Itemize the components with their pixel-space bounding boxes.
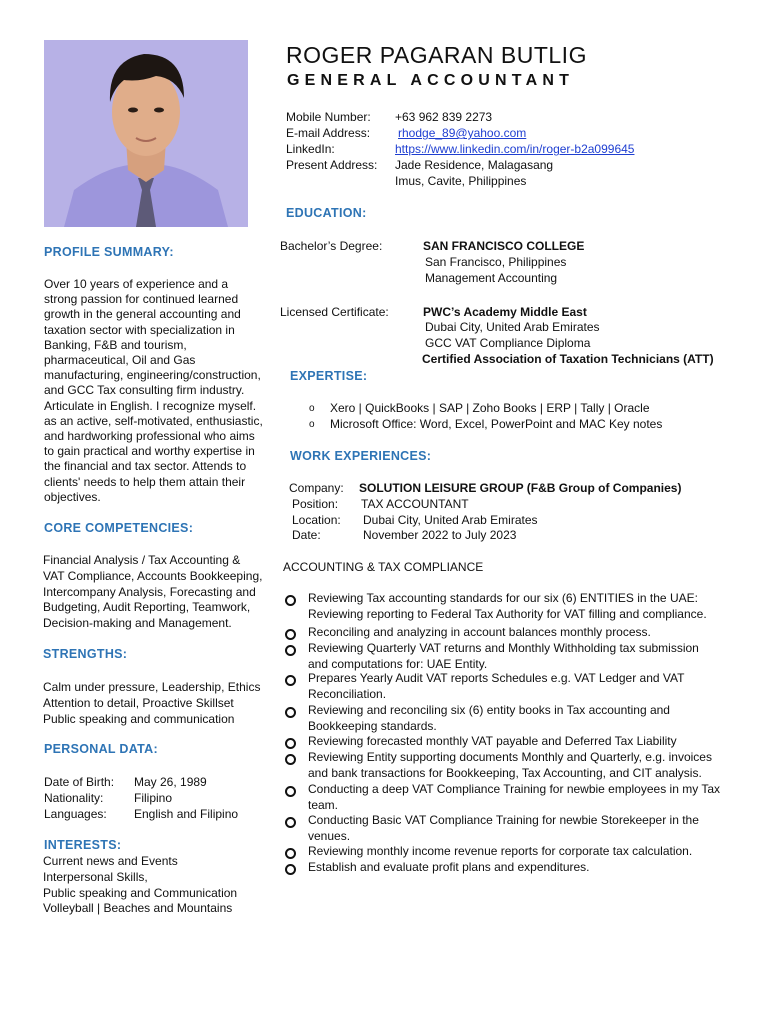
circle-bullet-icon [285,817,296,828]
personal-label: Languages: [44,807,107,821]
cert-school: PWC’s Academy Middle East [423,305,587,319]
duty-line: Reviewing monthly income revenue reports for corporate tax calculation. [308,844,693,858]
duty-line: Reviewing forecasted monthly VAT payable and Deferred Tax Liability [308,734,677,748]
interest-line: Volleyball | Beaches and Mountains [43,901,233,916]
personal-label: Nationality: [44,791,104,805]
education-heading: EDUCATION: [286,206,367,220]
position-value: TAX ACCOUNTANT [361,497,469,511]
strength-line: Attention to detail, Proactive Skillset [43,695,234,710]
expertise-item: Microsoft Office: Word, Excel, PowerPoint and MAC Key notes [330,417,663,431]
competency-line: Decision-making and Management. [43,616,232,631]
duty-line: Reviewing reporting to Federal Tax Authority for VAT filling and compliance. [308,606,707,621]
circle-bullet-icon [285,629,296,640]
cert-label: Licensed Certificate: [280,305,389,319]
duty-line: Reviewing Tax accounting standards for our six (6) ENTITIES in the UAE: [308,591,698,605]
duty-line: team. [308,797,339,812]
circle-bullet-icon [285,707,296,718]
personal-heading: PERSONAL DATA: [44,742,158,756]
duty-line: Reviewing Entity supporting documents Monthly and Quarterly, e.g. invoices [308,750,712,764]
strengths-heading: STRENGTHS: [43,647,128,661]
company-label: Company: [289,481,344,495]
location-label: Location: [292,513,341,527]
profile-line: as an active, self-motivated, enthusiastic, [44,413,263,428]
linkedin-link[interactable]: https://www.linkedin.com/in/roger-b2a099645 [395,142,635,156]
mobile-value: +63 962 839 2273 [395,110,493,124]
interests-heading: INTERESTS: [44,838,122,852]
candidate-name: ROGER PAGARAN BUTLIG [286,42,587,68]
circle-bullet-icon [285,848,296,859]
duty-line: Reconciling and analyzing in account balances monthly process. [308,625,651,639]
profile-line: Banking, F&B and tourism, [44,337,187,352]
job-title: GENERAL ACCOUNTANT [287,72,575,89]
profile-line: growth in the general accounting and [44,307,241,322]
expertise-item: Xero | QuickBooks | SAP | Zoho Books | ERP | Tally | Oracle [330,401,650,415]
profile-line: the financial and tax sector. Attends to [44,459,247,474]
duty-line: and bank transactions for Bookkeeping, Tax Accounting, and CIT analysis. [308,765,702,780]
personal-value: English and Filipino [134,807,239,821]
duty-line: Establish and evaluate profit plans and expenditures. [308,860,590,874]
linkedin-label: LinkedIn: [286,142,335,156]
cert-location: Dubai City, United Arab Emirates [425,320,600,334]
degree-school: SAN FRANCISCO COLLEGE [423,239,585,253]
work-heading: WORK EXPERIENCES: [290,449,432,463]
profile-line: pharmaceutical, Oil and Gas [44,353,196,367]
cert-att: Certified Association of Taxation Technicians (ATT) [422,352,714,366]
personal-label: Date of Birth: [44,775,115,789]
competency-line: Financial Analysis / Tax Accounting & [43,553,241,567]
duty-line: and computations for: UAE Entity. [308,656,488,671]
duty-line: venues. [308,828,351,843]
profile-heading: PROFILE SUMMARY: [44,245,174,259]
interest-line: Current news and Events [43,854,178,868]
degree-major: Management Accounting [425,271,558,285]
interest-line: Public speaking and Communication [43,885,238,900]
person-portrait-image [44,40,248,227]
strength-line: Public speaking and communication [43,711,235,726]
degree-label: Bachelor’s Degree: [280,239,383,253]
position-label: Position: [292,497,339,511]
duty-line: Reviewing and reconciling six (6) entity books in Tax accounting and [308,703,670,717]
profile-line: manufacturing, engineering/construction, [44,368,261,383]
interest-line: Interpersonal Skills, [43,869,148,884]
location-value: Dubai City, United Arab Emirates [363,513,538,527]
competency-line: Budgeting, Audit Reporting, Teamwork, [43,600,251,615]
circle-bullet-icon [285,738,296,749]
competency-line: VAT Compliance, Accounts Bookkeeping, [43,568,263,583]
profile-line: clients' needs to help them attain their [44,474,246,489]
circle-bullet-icon [285,864,296,875]
duty-line: Reconciliation. [308,686,387,701]
profile-line: strong passion for continued learned [44,292,239,307]
circle-bullet-icon [285,595,296,606]
degree-location: San Francisco, Philippines [425,255,567,269]
company-value: SOLUTION LEISURE GROUP (F&B Group of Companies) [359,481,682,495]
profile-line: taxation sector with specialization in [44,322,235,337]
address-line-1: Jade Residence, Malagasang [395,158,554,172]
strength-line: Calm under pressure, Leadership, Ethics [43,680,261,694]
circle-bullet-icon [285,645,296,656]
cert-diploma: GCC VAT Compliance Diploma [425,336,591,350]
profile-line: objectives. [44,489,101,504]
section-title: ACCOUNTING & TAX COMPLIANCE [283,560,484,574]
address-label: Present Address: [286,158,378,172]
duty-line: Bookkeeping standards. [308,718,437,733]
date-value: November 2022 to July 2023 [363,528,517,542]
profile-photo [44,40,248,227]
profile-line: to gain practical and worthy expertise in [44,444,255,459]
email-label: E-mail Address: [286,126,371,140]
duty-line: Conducting Basic VAT Compliance Training for newbie Storekeeper in the [308,813,699,827]
bullet-o-icon: o [309,419,315,430]
profile-line: and hardworking professional who aims [44,429,255,443]
mobile-label: Mobile Number: [286,110,371,124]
personal-value: May 26, 1989 [134,775,207,789]
circle-bullet-icon [285,675,296,686]
date-label: Date: [292,528,321,542]
competencies-heading: CORE COMPETENCIES: [44,521,194,535]
expertise-heading: EXPERTISE: [290,369,368,383]
bullet-o-icon: o [309,403,315,414]
circle-bullet-icon [285,786,296,797]
duty-line: Prepares Yearly Audit VAT reports Schedules e.g. VAT Ledger and VAT [308,671,685,685]
email-link[interactable]: rhodge_89@yahoo.com [398,126,527,140]
competency-line: Intercompany Analysis, Forecasting and [43,584,256,599]
profile-line: Over 10 years of experience and a [44,277,229,291]
duty-line: Reviewing Quarterly VAT returns and Monthly Withholding tax submission [308,641,699,655]
duty-line: Conducting a deep VAT Compliance Training for newbie employees in my Tax [308,782,721,796]
address-line-2: Imus, Cavite, Philippines [395,174,527,188]
profile-line: and GCC Tax consulting firm industry. [44,383,245,398]
profile-line: Articulate in English. I recognize myself. [44,398,257,413]
circle-bullet-icon [285,754,296,765]
personal-value: Filipino [134,791,173,805]
